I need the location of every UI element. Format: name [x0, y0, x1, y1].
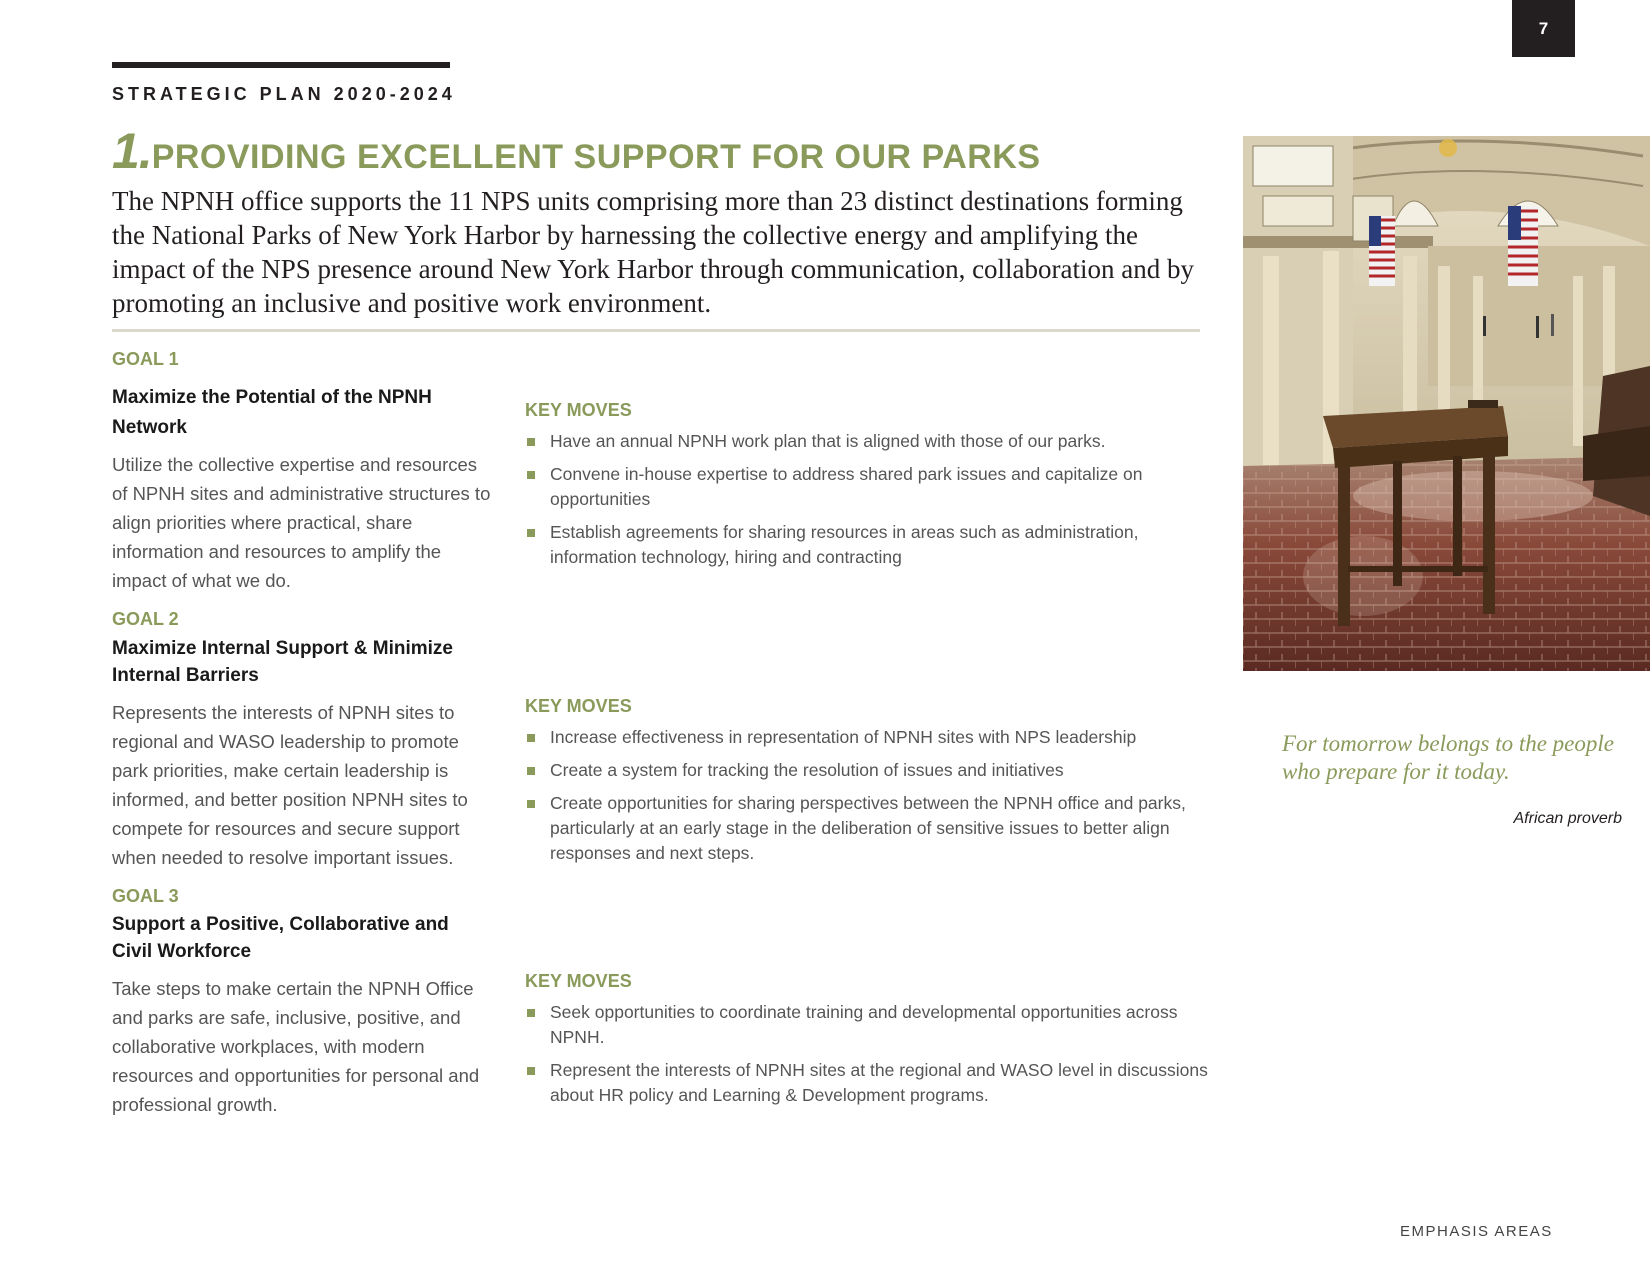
goal-3-heading: Support a Positive, Collaborative and Civil Workforce	[112, 914, 449, 962]
list-item: Increase effectiveness in representation of NPNH sites with NPS leadership	[525, 725, 1215, 750]
bullet-square-icon	[527, 471, 535, 479]
goal-1-key-moves-list	[525, 429, 1215, 578]
section-number: 1.	[112, 123, 152, 179]
bullet-square-icon	[527, 767, 535, 775]
intro-divider	[112, 329, 1200, 332]
goal-2-key-moves-label: KEY MOVES	[525, 696, 632, 716]
goal-1-heading: Maximize the Potential of the NPNH Network	[112, 387, 432, 438]
bullet-square-icon	[527, 1067, 535, 1075]
goal-2-body: Represents the interests of NPNH sites to regional and WASO leadership to promote park priorities, make certain leadership is informed, and better position NPNH sites to compete for resources and secure support when needed to resolve important issues.	[112, 702, 468, 868]
page-number: 7	[1538, 18, 1549, 38]
list-item: Represent the interests of NPNH sites at the regional and WASO level in discussions about HR policy and Learning & Development programs.	[525, 1058, 1215, 1108]
header-rule	[112, 62, 450, 68]
list-item: Convene in-house expertise to address shared park issues and capitalize on opportunities	[525, 462, 1215, 512]
quote-attribution: African proverb	[1513, 810, 1622, 827]
great-hall-photo	[1243, 136, 1650, 671]
goal-3-label: GOAL 3	[112, 886, 179, 906]
goal-1-body: Utilize the collective expertise and resources of NPNH sites and administrative structures to align priorities where practical, share information and resources to amplify the impact of what we do.	[112, 454, 491, 591]
goal-1-label: GOAL 1	[112, 349, 179, 369]
bullet-square-icon	[527, 438, 535, 446]
list-item: Have an annual NPNH work plan that is aligned with those of our parks.	[525, 429, 1215, 454]
bullet-square-icon	[527, 800, 535, 808]
goal-3-key-moves-label: KEY MOVES	[525, 971, 632, 991]
footer-section-label: EMPHASIS AREAS	[1400, 1223, 1553, 1240]
bullet-square-icon	[527, 1009, 535, 1017]
list-item: Establish agreements for sharing resources in areas such as administration, information technology, hiring and contracting	[525, 520, 1215, 570]
bullet-square-icon	[527, 734, 535, 742]
document-title: STRATEGIC PLAN 2020-2024	[112, 84, 456, 104]
page-number-badge	[1512, 0, 1575, 57]
bullet-square-icon	[527, 529, 535, 537]
quote-text: For tomorrow belongs to the people who prepare for it today.	[1282, 731, 1614, 784]
goal-2-heading: Maximize Internal Support & Minimize Internal Barriers	[112, 638, 453, 686]
list-item: Create a system for tracking the resolution of issues and initiatives	[525, 758, 1215, 783]
list-item: Create opportunities for sharing perspectives between the NPNH office and parks, particularly at an early stage in the deliberation of sensitive issues to better align responses and next steps.	[525, 791, 1215, 866]
list-item: Seek opportunities to coordinate training and developmental opportunities across NPNH.	[525, 1000, 1215, 1050]
section-heading: PROVIDING EXCELLENT SUPPORT FOR OUR PARKS	[151, 138, 1041, 176]
goal-2-label: GOAL 2	[112, 609, 179, 629]
section-title	[112, 122, 1041, 180]
goal-2-key-moves-list	[525, 725, 1215, 874]
goal-1-key-moves-label: KEY MOVES	[525, 400, 632, 420]
section-intro: The NPNH office supports the 11 NPS units comprising more than 23 distinct destinations forming the National Parks of New York Harbor by harnessing the collective energy and amplifying the impact of the NPS presence around New York Harbor through communication, collaboration and by promoting an inclusive and positive work environment.	[112, 186, 1195, 318]
goal-3-key-moves-list	[525, 1000, 1215, 1116]
goal-3-body: Take steps to make certain the NPNH Office and parks are safe, inclusive, positive, and collaborative workplaces, with modern resources and opportunities for personal and professional growth.	[112, 978, 480, 1115]
